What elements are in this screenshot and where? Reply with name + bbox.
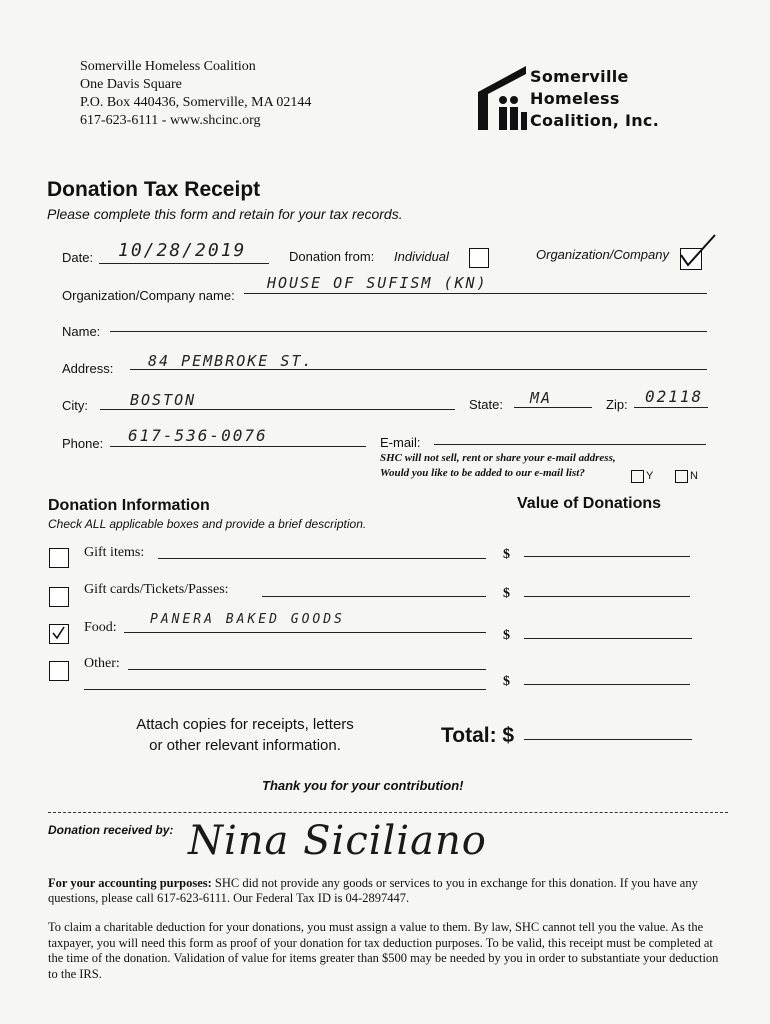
total-value-line[interactable] bbox=[524, 739, 692, 740]
org-name-line bbox=[244, 293, 707, 294]
thank-you-note: Thank you for your contribution! bbox=[262, 778, 464, 793]
other-line-2[interactable] bbox=[84, 689, 486, 690]
state-label: State: bbox=[469, 397, 503, 412]
individual-label: Individual bbox=[394, 249, 449, 264]
org-address-line1: One Davis Square bbox=[80, 77, 182, 92]
org-name-field[interactable]: HOUSE OF SUFISM (KN) bbox=[267, 274, 488, 292]
accounting-note bbox=[48, 876, 728, 906]
email-privacy-note: SHC will not sell, rent or share your e-mail address, bbox=[380, 452, 616, 464]
total-label: Total: $ bbox=[441, 724, 515, 747]
name-line bbox=[110, 331, 707, 332]
food-label: Food: bbox=[84, 620, 117, 635]
email-yes-label: Y bbox=[646, 470, 654, 482]
state-line bbox=[514, 407, 592, 408]
logo-line1: Somerville bbox=[530, 67, 629, 86]
gift-cards-dollar: $ bbox=[503, 586, 510, 601]
donation-info-heading: Donation Information bbox=[48, 497, 210, 514]
org-name-label: Organization/Company name: bbox=[62, 288, 235, 303]
individual-checkbox[interactable] bbox=[469, 248, 489, 268]
deduction-note: To claim a charitable deduction for your donations, you must assign a value to them. By law, SHC cannot tell you the value. As the taxpayer, you will need this form as proof of your donation for tax deduction purposes. To be valid, this receipt must be completed at the time of the donation. Validation of value for items greater than $500 may be needed by you in order to substantiate your deduction to the IRS. bbox=[48, 920, 719, 981]
phone-line bbox=[110, 446, 366, 447]
city-line bbox=[100, 409, 455, 410]
phone-field[interactable]: 617-536-0076 bbox=[128, 426, 268, 445]
food-checkbox[interactable] bbox=[49, 624, 69, 644]
logo-line3: Coalition, Inc. bbox=[530, 111, 660, 130]
zip-field[interactable]: 02118 bbox=[645, 387, 704, 406]
zip-line bbox=[634, 407, 708, 408]
check-mark-icon bbox=[679, 233, 717, 269]
email-yes-checkbox[interactable] bbox=[631, 470, 644, 483]
food-field[interactable]: PANERA BAKED GOODS bbox=[150, 612, 345, 627]
email-no-label: N bbox=[690, 470, 698, 482]
other-value-line[interactable] bbox=[524, 684, 690, 685]
date-field[interactable]: 10/28/2019 bbox=[118, 240, 247, 261]
state-field[interactable]: MA bbox=[530, 389, 553, 407]
signature: Nina Siciliano bbox=[188, 818, 487, 864]
shc-logo bbox=[474, 64, 674, 136]
donation-instructions: Check ALL applicable boxes and provide a brief description. bbox=[48, 517, 367, 531]
attach-note bbox=[110, 714, 380, 756]
attach-note-line1: Attach copies for receipts, letters bbox=[136, 716, 354, 733]
date-field-line bbox=[99, 263, 269, 264]
gift-cards-label: Gift cards/Tickets/Passes: bbox=[84, 582, 229, 597]
gift-cards-checkbox[interactable] bbox=[49, 587, 69, 607]
name-label: Name: bbox=[62, 324, 101, 339]
date-label: Date: bbox=[62, 250, 94, 265]
logo-line2: Homeless bbox=[530, 89, 620, 108]
other-line-1[interactable] bbox=[128, 669, 486, 670]
dashed-divider bbox=[48, 812, 728, 813]
address-field[interactable]: 84 PEMBROKE ST. bbox=[148, 352, 314, 370]
phone-label: Phone: bbox=[62, 436, 104, 451]
value-heading: Value of Donations bbox=[517, 495, 662, 512]
email-label: E-mail: bbox=[380, 435, 421, 450]
gift-items-value-line[interactable] bbox=[524, 556, 690, 557]
food-line bbox=[124, 632, 486, 633]
gift-cards-line[interactable] bbox=[262, 596, 486, 597]
received-by-label: Donation received by: bbox=[48, 823, 174, 837]
org-name: Somerville Homeless Coalition bbox=[80, 59, 256, 74]
logo-house-icon bbox=[474, 64, 530, 132]
gift-items-line[interactable] bbox=[158, 558, 486, 559]
food-value-line[interactable] bbox=[524, 638, 692, 639]
check-mark-icon bbox=[50, 625, 68, 641]
email-list-question: Would you like to be added to our e-mail list? bbox=[380, 467, 585, 479]
donation-from-label: Donation from: bbox=[289, 249, 375, 264]
other-checkbox[interactable] bbox=[49, 661, 69, 681]
address-label: Address: bbox=[62, 361, 114, 376]
other-label: Other: bbox=[84, 656, 120, 671]
page-subtitle: Please complete this form and retain for your tax records. bbox=[47, 206, 403, 222]
org-company-label: Organization/Company bbox=[536, 247, 669, 262]
org-address-block bbox=[80, 58, 311, 130]
gift-items-dollar: $ bbox=[503, 547, 510, 562]
food-dollar: $ bbox=[503, 628, 510, 643]
accounting-note-text: SHC did not provide any goods or services to you in exchange for this donation. If you have any questions, please call 617-623-6111. Our Federal Tax ID is 04-2897447. bbox=[48, 876, 698, 905]
accounting-note-heading: For your accounting purposes: bbox=[48, 876, 212, 890]
org-company-checkbox[interactable] bbox=[680, 248, 702, 270]
org-address-line2: P.O. Box 440436, Somerville, MA 02144 bbox=[80, 95, 312, 110]
zip-label: Zip: bbox=[606, 397, 628, 412]
org-contact: 617-623-6111 - www.shcinc.org bbox=[80, 113, 261, 128]
other-dollar: $ bbox=[503, 674, 510, 689]
gift-items-label: Gift items: bbox=[84, 545, 145, 560]
gift-items-checkbox[interactable] bbox=[49, 548, 69, 568]
attach-note-line2: or other relevant information. bbox=[149, 737, 341, 754]
city-label: City: bbox=[62, 398, 88, 413]
city-field[interactable]: BOSTON bbox=[130, 391, 197, 409]
gift-cards-value-line[interactable] bbox=[524, 596, 690, 597]
page-title: Donation Tax Receipt bbox=[47, 178, 261, 201]
email-line[interactable] bbox=[434, 444, 706, 445]
email-no-checkbox[interactable] bbox=[675, 470, 688, 483]
